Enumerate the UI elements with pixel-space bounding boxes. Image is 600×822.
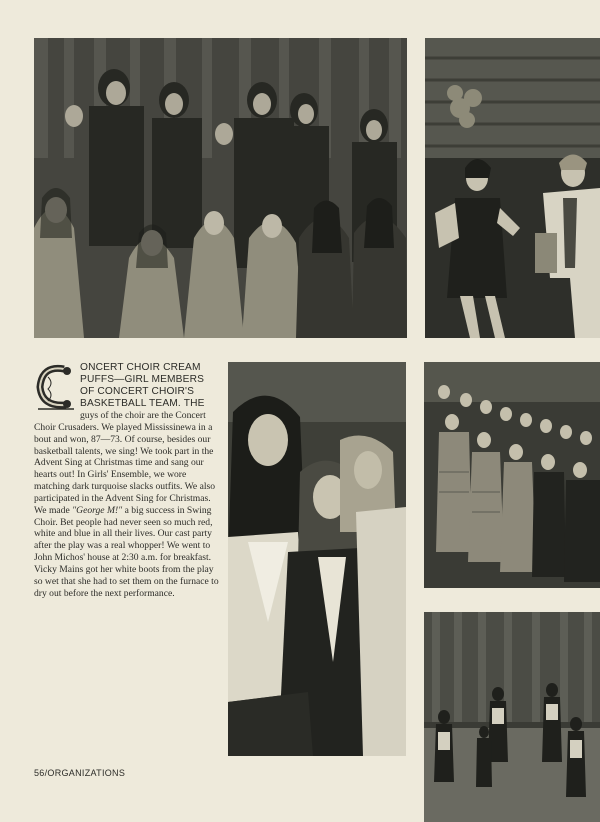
article-text: [34, 362, 219, 600]
page-folio: 56/ORGANIZATIONS: [34, 768, 126, 778]
photo-stage-wide: [424, 612, 600, 822]
photo-choir-rows: [424, 362, 600, 588]
article-body: guys of the choir are the Concert Choir Crusaders. We played Mississinewa in a bout and won, 87—73. Of course, besides our basketball talents, we sing! We took part in the Advent Sing at Christmas time and sang our hearts out! In Girls' Ensemble, we wore matching dark turquoise slacks outfits. We also participated in the Advent Sing for Christmas. We made "George M!" a big success in Swing Choir. Bet people had never seen so much red, white and blue in all their lives. Our cast party after the play was a real whopper! We went to John Michos' house at 2:30 a.m. for breakfast. Vicky Mains got her white boots from the play so wet that she had to set them on the furnace to dry out before the next performance.: [34, 410, 219, 599]
photo-choir-group: [34, 38, 407, 338]
ornamental-drop-cap: [34, 363, 76, 411]
photo-stage-duet: [425, 38, 600, 338]
photo-girls-singing: [228, 362, 406, 756]
lead-in-heading: ONCERT CHOIR CREAM PUFFS—GIRL MEMBERS OF CONCERT CHOIR'S BASKETBALL TEAM. THE: [80, 362, 205, 409]
show-title: "George M!": [72, 504, 123, 516]
